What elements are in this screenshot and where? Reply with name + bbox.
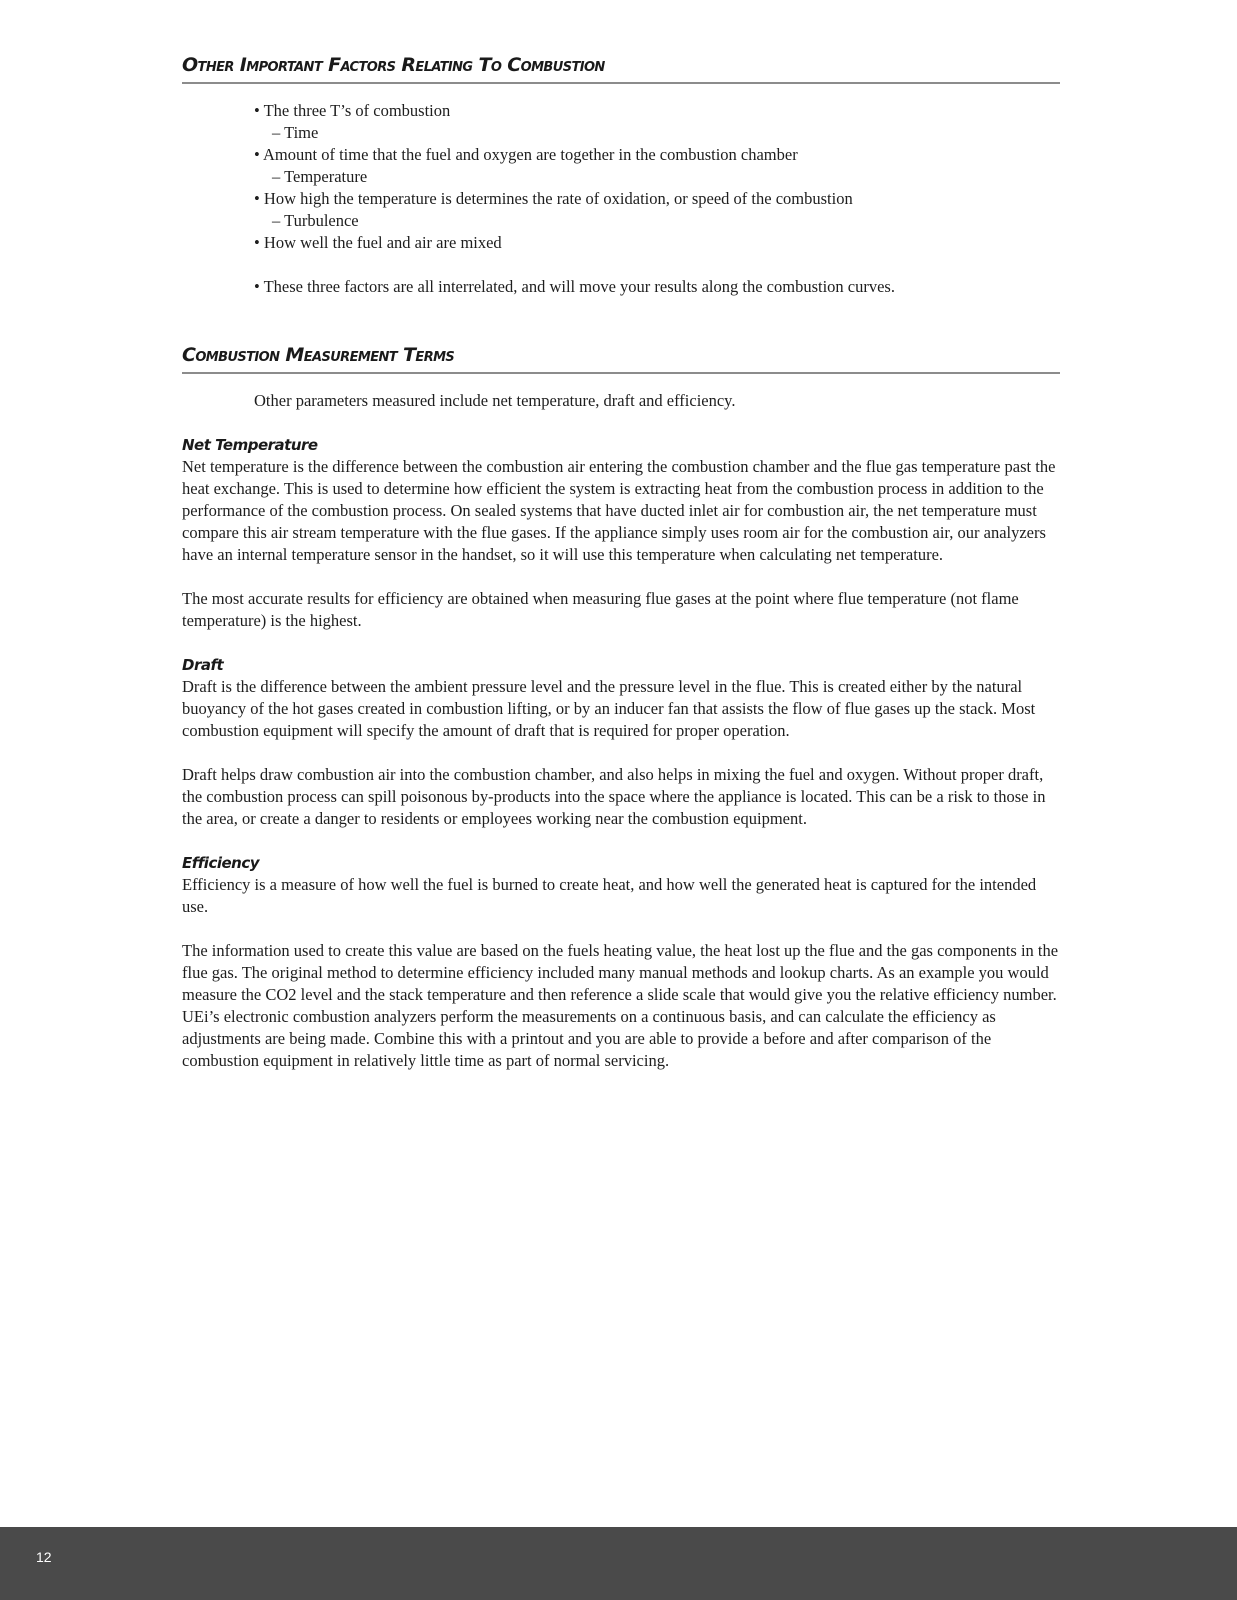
paragraph: The information used to create this value are based on the fuels heating value, the heat lost up the flue and the gas components in the flue gas. The original method to determine efficiency included many manual methods and lookup charts. As an example you would measure the CO2 level and the stack temperature and then reference a slide scale that would give you the relative efficiency number. UEi’s electronic combustion analyzers perform the measurements on a continuous basis, and can calculate the efficiency as adjustments are being made. Combine this with a printout and you are able to provide a before and after comparison of the combustion equipment in relatively little time as part of normal servicing. [182,941,1059,1070]
list-item: • Amount of time that the fuel and oxygen are together in the combustion chamber [254,145,798,164]
list-item: – Turbulence [272,211,359,230]
paragraph: Draft is the difference between the ambient pressure level and the pressure level in the flue. This is created either by the natural buoyancy of the hot gases created in combustion lifting, or by an inducer fan that assists the flow of flue gases up the stack. Most combustion equipment will specify the amount of draft that is required for proper operation. [182,677,1036,740]
list-item: – Time [272,123,319,142]
terms-intro: Other parameters measured include net temperature, draft and efficiency. [254,391,736,410]
factors-list [254,100,1060,298]
paragraph: Net temperature is the difference between the combustion air entering the combustion chamber and the flue gas temperature past the heat exchange. This is used to determine how efficient the system is extracting heat from the combustion process in addition to the performance of the combustion process. On sealed systems that have ducted inlet air for combustion air, the net temperature must compare this air stream temperature with the flue gases. If the appliance simply uses room air for the combustion air, our analyzers have an internal temperature sensor in the handset, so it will use this temperature when calculating net temperature. [182,457,1056,564]
list-item: • These three factors are all interrelated, and will move your results along the combustion curves. [254,277,895,296]
paragraph: Efficiency is a measure of how well the fuel is burned to create heat, and how well the generated heat is captured for the intended use. [182,875,1037,916]
section-heading-factors: Other Important Factors Relating To Combustion [182,50,1060,84]
list-item: • How high the temperature is determines the rate of oxidation, or speed of the combustion [254,189,853,208]
paragraph: The most accurate results for efficiency are obtained when measuring flue gases at the point where flue temperature (not flame temperature) is the highest. [182,589,1019,630]
subheading-draft: Draft [182,656,224,674]
footer-bar [0,1527,1237,1600]
page-content [182,50,1060,1072]
section-heading-terms: Combustion Measurement Terms [182,340,1060,374]
list-item: – Temperature [272,167,368,186]
page-number: 12 [36,1549,52,1565]
list-item: • How well the fuel and air are mixed [254,233,502,252]
subheading-efficiency: Efficiency [182,854,259,872]
paragraph: Draft helps draw combustion air into the combustion chamber, and also helps in mixing the fuel and oxygen. Without proper draft, the combustion process can spill poisonous by-products into the space where the appliance is located. This can be a risk to those in the area, or create a danger to residents or employees working near the combustion equipment. [182,765,1046,828]
list-item: • The three T’s of combustion [254,101,451,120]
subheading-net-temperature: Net Temperature [182,436,318,454]
